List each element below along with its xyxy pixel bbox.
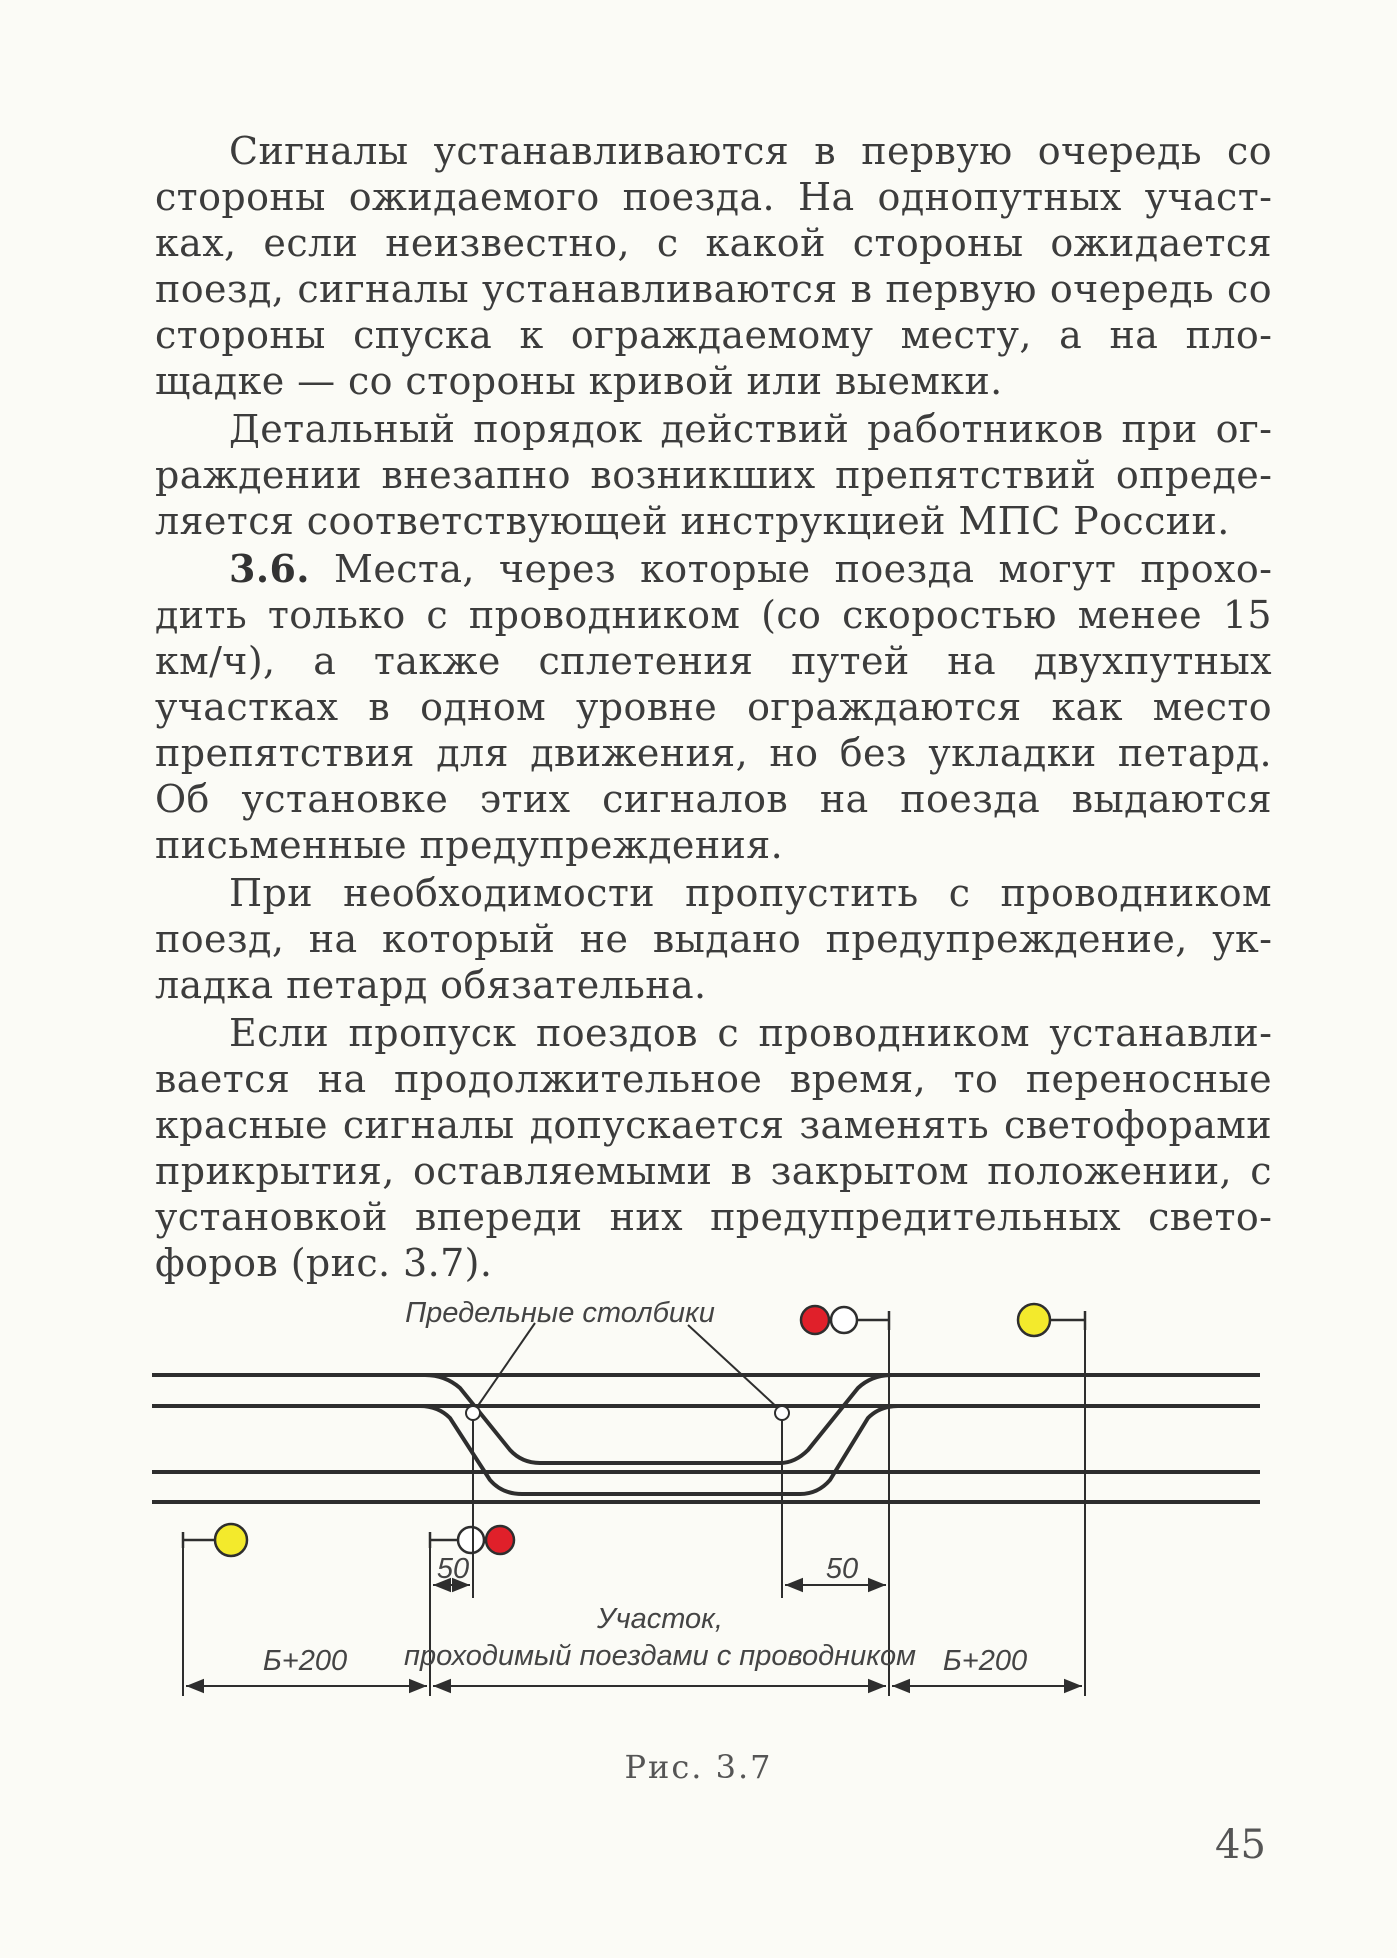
signal-top-yellow [1018,1304,1085,1336]
label-section-line1: Участок, [597,1603,723,1635]
signal-bottom-yellow [183,1524,247,1556]
body-text [155,128,1272,1288]
crossover-track [420,1375,898,1494]
label-clearance-posts: Предельные столбики [405,1300,715,1329]
clearance-post-right [775,1406,789,1420]
paragraph-1: Сигналы устанавливаются в первую очередь со стороны ожидаемого поезда. На однопутных участках, если неизвестно, с какой стороны ожидается поезд, сигналы устанавливаются в первую очередь со стороны спуска к ограждаемому месту, а на площадке — со стороны кривой или выемки. [155,129,1272,403]
page-number: 45 [1215,1822,1266,1868]
figure-caption: Рис. 3.7 [624,1748,773,1786]
paragraph-5: Если пропуск поездов с проводником устанавливается на продолжительное время, то переносные красные сигналы допускается заменять светофорами прикрытия, оставляемыми в закрытом положении, с установкой впереди них предупредительных светофоров (рис. 3.7). [155,1011,1272,1285]
lower-track [152,1472,1260,1502]
section-number: 3.6. [229,546,310,591]
clearance-post-left [466,1406,480,1420]
upper-track [152,1375,1260,1406]
paragraph-3-6: 3.6. Места, через которые поезда могут проходить только с проводником (со скоростью менее 15 км/ч), а также сплетения путей на двухпутных участках в одном уровне ограждаются как место препятствия для движения, но без укладки петард. Об установке этих сигналов на поезда выдаются письменные предупреждения. [155,546,1272,867]
label-section-line2: проходимый поездами с проводником [404,1640,916,1672]
paragraph-4: При необходимости пропустить с проводником поезд, на который не выдано предупреждение, укладка петард обязательна. [155,871,1272,1007]
dim-50-right-label: 50 [825,1553,859,1585]
dim-b200-left-label: Б+200 [262,1645,348,1677]
paragraph-2: Детальный порядок действий работников при ограждении внезапно возникших препятствий определяется соответствующей инструкцией МПС России. [155,407,1272,543]
signal-top-red [801,1306,889,1334]
figure-3-7 [140,1300,1300,1800]
track-diagram [140,1300,1300,1760]
dim-b200-right-label: Б+200 [942,1645,1028,1677]
dim-50-left-label: 50 [436,1553,470,1585]
